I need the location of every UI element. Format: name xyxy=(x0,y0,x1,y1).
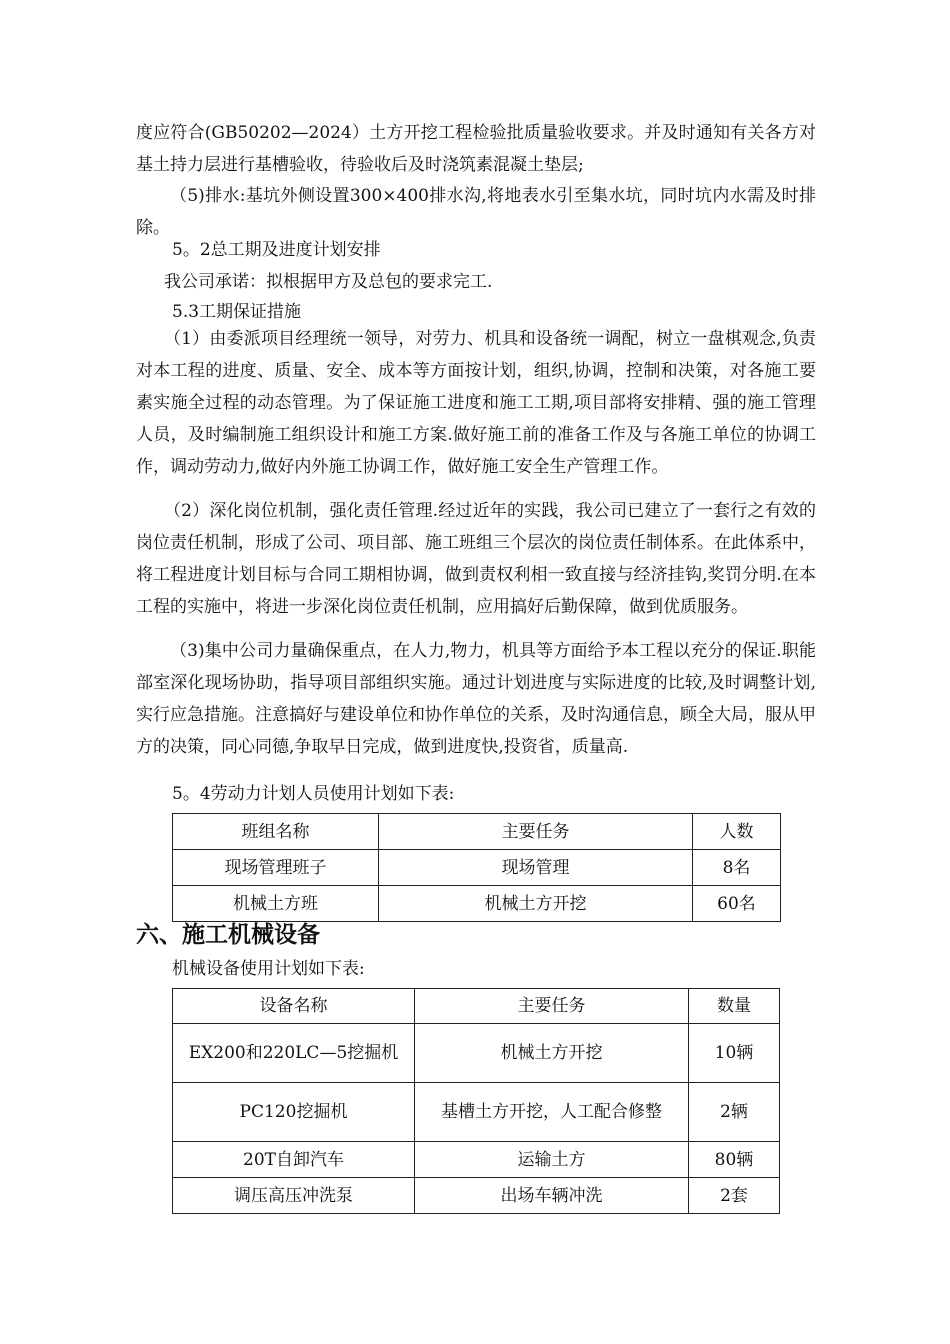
table-header-cell: 主要任务 xyxy=(415,989,689,1024)
table-cell: EX200和220LC—5挖掘机 xyxy=(173,1024,415,1083)
table-cell: 机械土方开挖 xyxy=(379,886,693,922)
table-cell: 调压高压冲洗泵 xyxy=(173,1178,415,1214)
table-header-cell: 设备名称 xyxy=(173,989,415,1024)
table-row xyxy=(173,850,781,886)
table-row xyxy=(173,1142,780,1178)
equipment-plan-table xyxy=(172,988,780,1214)
table-cell: 现场管理 xyxy=(379,850,693,886)
table-row xyxy=(173,886,781,922)
section-heading-5-4: 5。4劳动力计划人员使用计划如下表: xyxy=(172,784,455,804)
paragraph-quality-requirement: 度应符合(GB50202—2024）土方开挖工程检验批质量验收要求。并及时通知有关各方对基土持力层进行基槽验收，待验收后及时浇筑素混凝土垫层; xyxy=(136,123,816,175)
table-cell: 出场车辆冲洗 xyxy=(415,1178,689,1214)
table-row xyxy=(173,1024,780,1083)
table-cell: 20T自卸汽车 xyxy=(173,1142,415,1178)
section-heading-5-2: 5。2总工期及进度计划安排 xyxy=(172,240,381,260)
table-cell: 运输土方 xyxy=(415,1142,689,1178)
paragraph-commitment: 我公司承诺：拟根据甲方及总包的要求完工. xyxy=(164,272,493,292)
table-header-cell: 人数 xyxy=(693,814,781,850)
table-cell: 8名 xyxy=(693,850,781,886)
table-cell: 机械土方班 xyxy=(173,886,379,922)
table-cell: 机械土方开挖 xyxy=(415,1024,689,1083)
table-cell: 基槽土方开挖，人工配合修整 xyxy=(415,1083,689,1142)
paragraph-measure-2: （2）深化岗位机制，强化责任管理.经过近年的实践，我公司已建立了一套行之有效的岗位责任机制，形成了公司、项目部、施工班组三个层次的岗位责任制体系。在此体系中，将工程进度计划目标与合同工期相协调，做到责权利相一致直接与经济挂钩,奖罚分明.在本工程的实施中，将进一步深化岗位责任机制，应用搞好后勤保障，做到优质服务。 xyxy=(136,501,816,617)
table-cell: 现场管理班子 xyxy=(173,850,379,886)
table-cell: 80辆 xyxy=(689,1142,780,1178)
table-header-row xyxy=(173,814,781,850)
paragraph-measure-3: （3)集中公司力量确保重点，在人力,物力，机具等方面给予本工程以充分的保证.职能部室深化现场协助，指导项目部组织实施。通过计划进度与实际进度的比较,及时调整计划,实行应急措施。注意搞好与建设单位和协作单位的关系，及时沟通信息，顾全大局，服从甲方的决策，同心同德,争取早日完成，做到进度快,投资省，质量高. xyxy=(136,641,816,757)
table-cell: 60名 xyxy=(693,886,781,922)
table-header-cell: 数量 xyxy=(689,989,780,1024)
section-6-title: 六、施工机械设备 xyxy=(136,922,320,948)
table-header-row xyxy=(173,989,780,1024)
table-cell: 10辆 xyxy=(689,1024,780,1083)
section-heading-5-3: 5.3工期保证措施 xyxy=(172,302,302,322)
table-row xyxy=(173,1083,780,1142)
equipment-intro: 机械设备使用计划如下表: xyxy=(172,959,365,979)
table-header-cell: 主要任务 xyxy=(379,814,693,850)
table-header-cell: 班组名称 xyxy=(173,814,379,850)
table-row xyxy=(173,1178,780,1214)
paragraph-drainage: （5)排水:基坑外侧设置300×400排水沟,将地表水引至集水坑，同时坑内水需及时排除。 xyxy=(136,186,816,238)
table-cell: 2辆 xyxy=(689,1083,780,1142)
table-cell: 2套 xyxy=(689,1178,780,1214)
paragraph-measure-1: （1）由委派项目经理统一领导，对劳力、机具和设备统一调配，树立一盘棋观念,负责对本工程的进度、质量、安全、成本等方面按计划，组织,协调，控制和决策，对各施工要素实施全过程的动态管理。为了保证施工进度和施工工期,项目部将安排精、强的施工管理人员，及时编制施工组织设计和施工方案.做好施工前的准备工作及与各施工单位的协调工作，调动劳动力,做好内外施工协调工作，做好施工安全生产管理工作。 xyxy=(136,329,816,477)
labor-plan-table xyxy=(172,813,781,922)
table-cell: PC120挖掘机 xyxy=(173,1083,415,1142)
